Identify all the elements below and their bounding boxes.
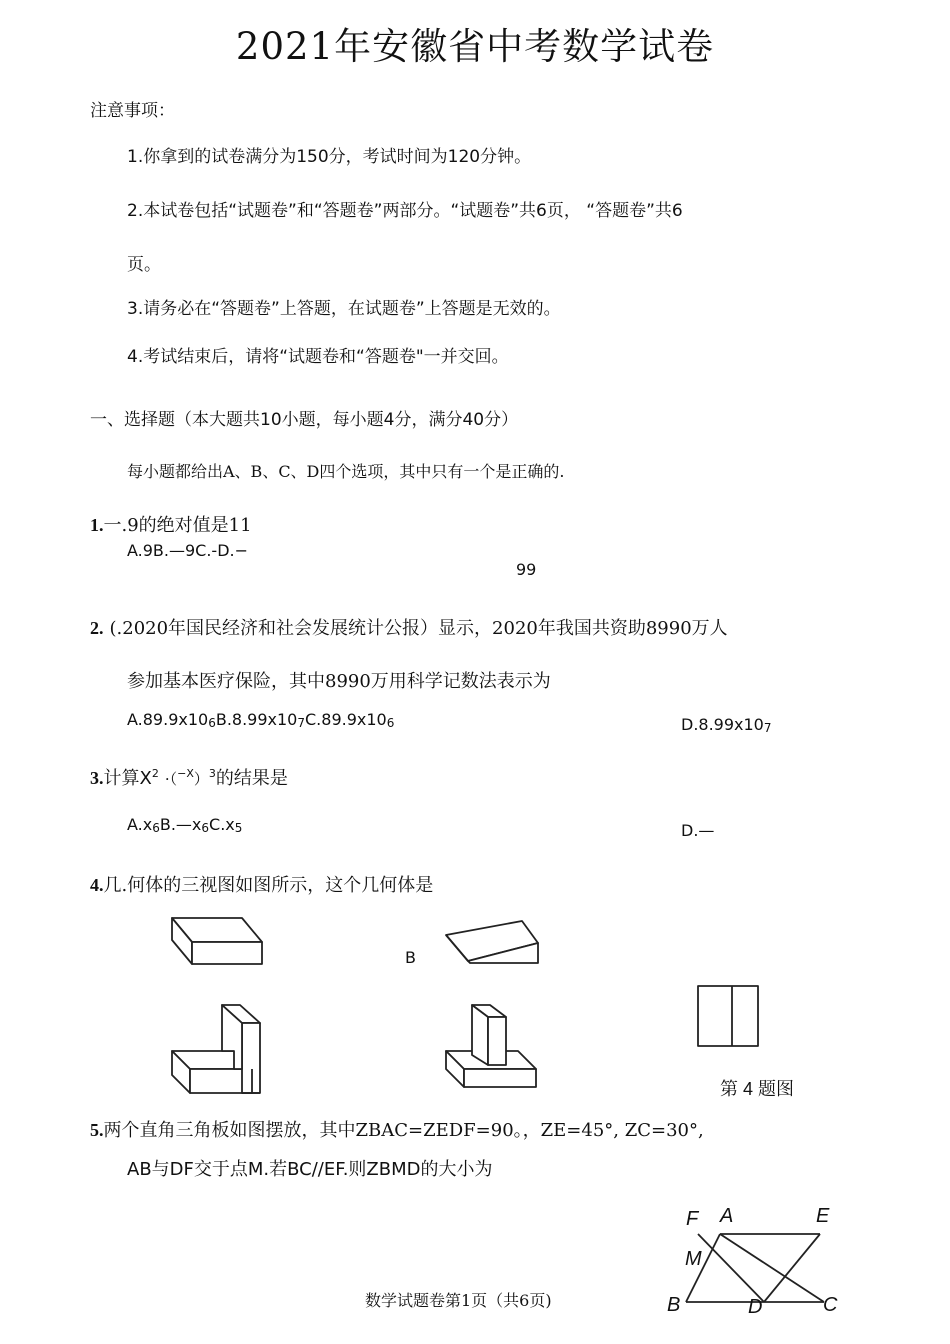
variable-x: X [186, 767, 194, 780]
option-a: A.89.9x10 [127, 710, 209, 729]
page-footer: 数学试题卷第1页（共6页) [365, 1291, 552, 1310]
point-label-c: C [823, 1294, 838, 1316]
question-3-option-d: D.— [681, 821, 715, 840]
option-a-exponent: 6 [152, 821, 160, 835]
option-b: B.—x [159, 815, 202, 834]
point-label-f: F [686, 1208, 699, 1230]
question-2-option-d [681, 715, 772, 734]
option-b-exponent: 7 [297, 716, 305, 730]
section-instruction: 每小题都给出A、B、C、D四个选项，其中只有一个是正确的. [127, 462, 565, 481]
notice-item-4: 4.考试结束后，请将“试题卷和“答题卷"一并交回。 [127, 347, 509, 367]
figure-4-caption: 第 4 题图 [720, 1079, 795, 1099]
option-c-l-shape-figure [160, 995, 280, 1105]
point-label-d: D [748, 1296, 763, 1318]
option-b-label: B [405, 948, 416, 967]
point-label-b: B [667, 1294, 681, 1316]
question-1-stem [90, 511, 252, 537]
question-2-options-abc [127, 710, 394, 729]
option-c-exponent: 6 [386, 716, 395, 730]
question-text: (.2020年国民经济和社会发展统计公报）显示，2020年我国共资助8990万人 [109, 618, 728, 639]
option-d-exponent: 7 [763, 721, 772, 735]
question-1-options: A.9B.—9C.-D.− [127, 541, 249, 560]
option-a: A.x [127, 815, 153, 834]
page-title: 2021年安徽省中考数学试卷 [235, 25, 715, 68]
question-number: 1. [90, 515, 104, 535]
option-a-exponent: 6 [208, 716, 216, 730]
section-heading: 一、选择题（本大题共10小题，每小题4分，满分40分） [90, 410, 519, 430]
option-c: C.89.9x10 [305, 710, 387, 729]
option-a-slab-figure [160, 910, 280, 980]
three-view-figure [694, 982, 764, 1050]
variable-x: X [139, 768, 152, 789]
notice-item-3: 3.请务必在“答题卷”上答题，在试题卷”上答题是无效的。 [127, 299, 561, 319]
negative-sign: − [177, 767, 187, 780]
question-2-stem-line-2: 参加基本医疗保险，其中8990万用科学记数法表示为 [127, 671, 551, 692]
exponent: 3 [208, 767, 216, 780]
option-c: C.x [209, 815, 235, 834]
notice-item-2-line-1: 2.本试卷包括“试题卷”和“答题卷”两部分。“试题卷”共6页， “答题卷”共6 [127, 201, 683, 221]
question-text: 一.9的绝对值是11 [103, 515, 252, 536]
notice-item-2-line-2: 页。 [127, 255, 161, 275]
point-label-m: M [685, 1248, 702, 1270]
paren: ） [193, 770, 209, 788]
option-b: B.8.99x10 [215, 710, 298, 729]
option-d-pillar-figure [440, 995, 550, 1095]
question-4-stem [90, 871, 433, 897]
question-5-stem [90, 1116, 704, 1142]
question-5-stem-line-2: AB与DF交于点M.若BC//EF.则ZBMD的大小为 [127, 1159, 493, 1180]
notice-item-1: 1.你拿到的试卷满分为150分，考试时间为120分钟。 [127, 147, 532, 167]
point-label-a: A [720, 1205, 734, 1227]
question-text: 几.何体的三视图如图所示，这个几何体是 [103, 875, 434, 896]
question-number: 2. [90, 618, 104, 638]
question-3-options-abc [127, 815, 242, 834]
operator: ·（ [164, 770, 178, 788]
question-2-stem [90, 614, 728, 640]
question-text: 两个直角三角板如图摆放，其中ZBAC=ZEDF=90。，ZE=45°, ZC=30°, [103, 1120, 704, 1141]
notice-heading: 注意事项： [90, 101, 175, 121]
question-number: 5. [90, 1120, 104, 1140]
option-b-wedge-figure [440, 915, 550, 975]
point-label-e: E [816, 1205, 830, 1227]
question-3-stem [90, 764, 288, 790]
option-b-exponent: 6 [201, 821, 210, 835]
question-number: 3. [90, 768, 104, 788]
option-c-exponent: 5 [234, 821, 243, 835]
question-number: 4. [90, 875, 104, 895]
question-text: 计算 [103, 768, 140, 789]
question-1-fraction-denominators: 99 [516, 560, 537, 579]
option-d: D.8.99x10 [681, 715, 764, 734]
exponent: 2 [151, 767, 159, 780]
question-text: 的结果是 [215, 768, 288, 789]
